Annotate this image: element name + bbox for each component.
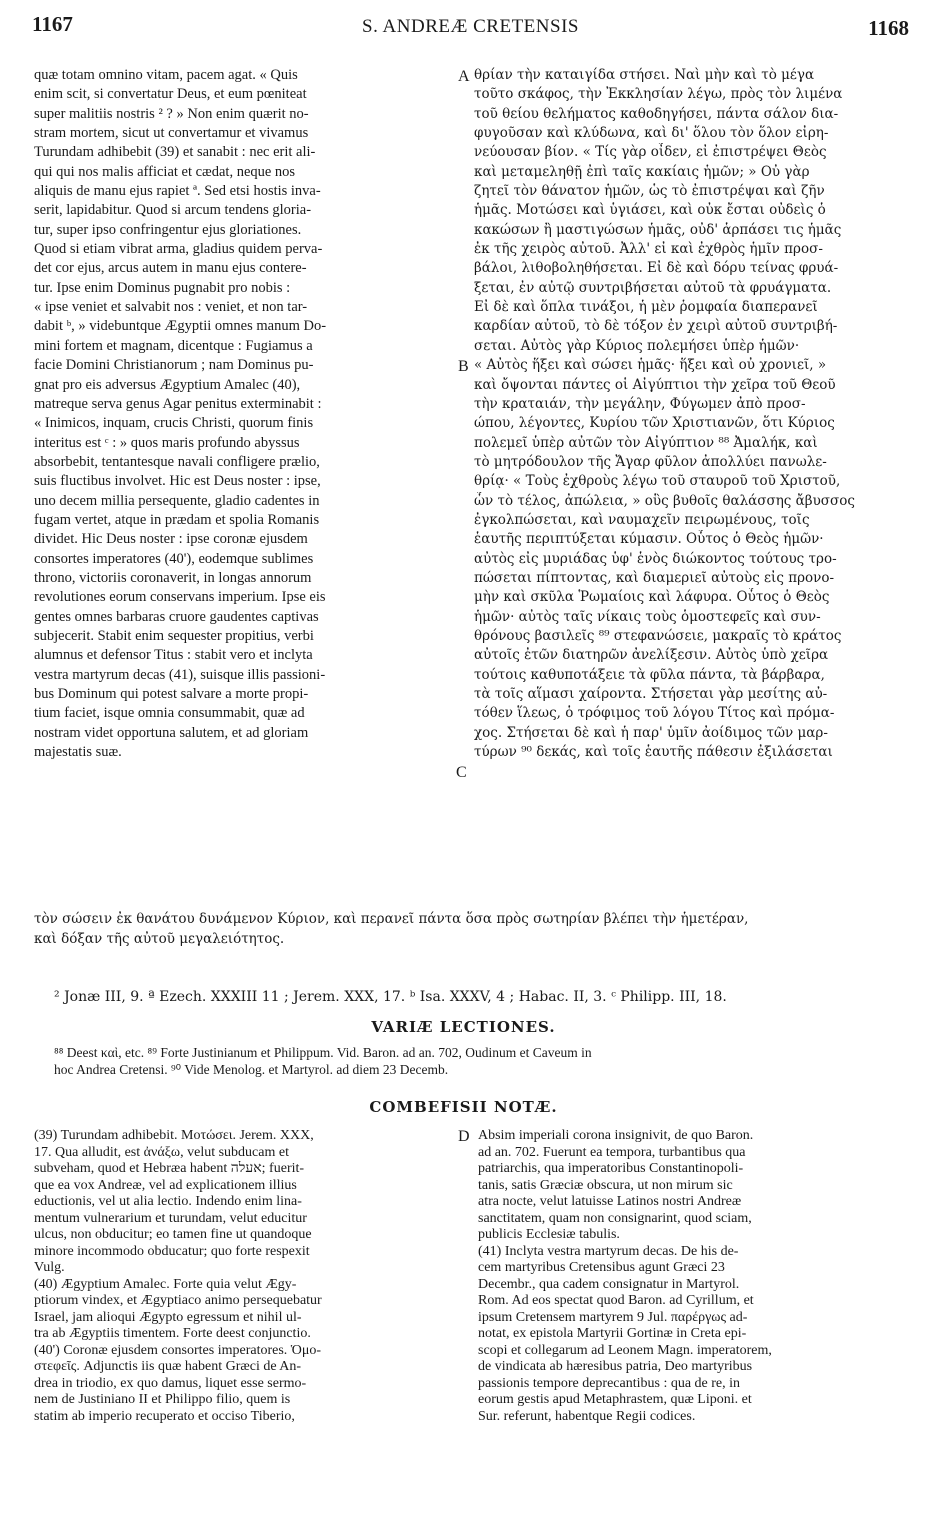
greek-text-line: ἐκ τῆς χειρὸς αὐτοῦ. Ἀλλ' εἰ καὶ ἐχθρὸς ἡμῖν προσ- (474, 241, 823, 258)
greek-text-line: τοῦτο σκάφος, τὴν Ἐκκλησίαν λέγω, πρὸς τὸν λιμένα (474, 86, 843, 103)
greek-text-line: καὶ ὄψονται πάντες οἱ Αἰγύπτιοι τὴν χεῖρα τοῦ Θεοῦ (474, 376, 836, 393)
greek-full-width-text (34, 910, 914, 949)
note-line: sanctitatem, quam non consignarint, quod sciam, (478, 1210, 752, 1226)
greek-text-line: ἡμῶν· αὐτὸς ταῖς νίκαις τοὺς ὁμοστεφεῖς καὶ συν- (474, 608, 821, 625)
note-line: eductionis, vel ut alia lectio. Indendo enim lina- (34, 1194, 302, 1209)
note-line: publicis Ecclesiæ tabulis. (478, 1227, 620, 1242)
margin-letter-b: B (458, 358, 469, 375)
latin-text-line: revolutiones eorum conservans imperium. Ipse eis (34, 589, 326, 606)
greek-text-line: τόθεν ἵλεως, ὁ τρόφιμος τοῦ λόγου Τίτος καὶ πρόμα- (474, 705, 835, 722)
note-line: minore incommodo obducatur; quo forte respexit (34, 1243, 310, 1259)
note-line: tra ab Ægyptiis timentem. Forte deest conjunctio. (34, 1326, 311, 1341)
greek-text-line: ἑαυτῆς περιπτύξεται κύμασιν. Οὗτος ὁ Θεὸς ἡμῶν· (474, 531, 824, 548)
latin-text-line: gentes omnes barbaras cruore gaudentes captivas (34, 608, 319, 625)
latin-text-line: mini fortem et magnam, dicentque : Fugiamus a (34, 337, 313, 354)
greek-text-line: φυγοῦσαν καὶ κλύδωνα, καὶ δι' ὅλου τὸν ὅλον εἰρη- (474, 125, 829, 142)
notes-right-column (478, 1128, 914, 1425)
margin-letter-d: D (458, 1128, 470, 1145)
latin-text-line: interitus est ᶜ : » quos maris profundo abyssus (34, 434, 300, 451)
latin-text-line: vestra martyrum decas (41), suisque illis passioni- (34, 666, 326, 683)
greek-text-line: μὴν καὶ σκῦλα Ῥωμαίοις καὶ λάφυρα. Οὗτος ὁ Θεὸς (474, 589, 830, 606)
page-number-left: 1167 (32, 12, 73, 36)
greek-text-line: βάλοι, λιθοβοληθήσεται. Εἰ δὲ καὶ δόρυ τείνας φρυά- (474, 260, 839, 277)
note-line: patriarchis, qua imperatoribus Constantinopoli- (478, 1161, 744, 1176)
notes-left-column (34, 1128, 452, 1425)
scripture-references: ² Jonæ III, 9. ª Ezech. XXXIII 11 ; Jerem. XXX, 17. ᵇ Isa. XXXV, 4 ; Habac. II, 3. ᶜ Philipp. III, 18. (54, 989, 727, 1005)
latin-text-line: alumnus et defensor Titus : stabit vero et inclyta (34, 647, 313, 664)
note-line: mentum vulnerarium et turundam, velut educitur (34, 1210, 307, 1226)
greek-full-text-line: τὸν σώσειν ἐκ θανάτου δυνάμενον Κύριον, καὶ περανεῖ πάντα ὅσα πρὸς σωτηρίαν βλέπει τὴν ἡμετέραν, (34, 911, 749, 927)
greek-text-line: αὐτοῖς ἐτῶν διατηρῶν ἀνελίξεσιν. Αὐτὸς ὑπὸ χεῖρα (474, 647, 829, 664)
note-line: nem de Justiniano II et Philippo filio, quem is (34, 1392, 291, 1407)
note-line: subveham, quod et Hebræa habent אעלה; fuerit- (34, 1161, 305, 1176)
greek-text-line: τοῦ θείου θελήματος καθοδηγήσει, πάντα σάλον δια- (474, 105, 839, 122)
latin-text-line: « Inimicos, inquam, crucis Christi, quorum finis (34, 415, 314, 432)
combefisii-notae-heading: COMBEFISII NOTÆ. (369, 1098, 558, 1116)
note-line: cem martyribus Cretensibus agunt Græci 23 (478, 1260, 725, 1275)
note-line: que ea vox Andreæ, vel ad explicationem illius (34, 1177, 297, 1193)
note-line: atra nocte, velut latuisse Latinos nostri Andreæ (478, 1194, 742, 1209)
latin-text-line: enim scit, si convertatur Deus, et eum pœniteat (34, 86, 307, 103)
note-line: (40') Coronæ ejusdem consortes imperatores. Ὁμο- (34, 1342, 322, 1358)
latin-text-line: det cor ejus, arcus autem in manu ejus contere- (34, 260, 307, 277)
note-line: notat, ex epistola Martyrii Gortinæ in Creta epi- (478, 1326, 747, 1341)
latin-text-line: tur, super ipso confringentur ejus gloriationes. (34, 221, 302, 238)
running-title: S. ANDREÆ CRETENSIS (362, 16, 579, 37)
note-line: Israel, jam alioqui Ægypto egressum et nihil ul- (34, 1309, 302, 1325)
note-line: scopi et collegarum ad Leonem Magn. imperatorem, (478, 1342, 772, 1358)
note-line: statim ab imperio recuperato et occiso Tiberio, (34, 1408, 295, 1424)
page-number-right: 1168 (868, 16, 909, 40)
latin-text-line: nostram videt opportuna salutem, et ad gloriam (34, 724, 309, 741)
margin-letter-a: A (458, 68, 470, 85)
variae-line: hoc Andrea Cretensi. ⁹⁰ Vide Menolog. et Martyrol. ad diem 23 Decemb. (54, 1062, 449, 1077)
latin-text-line: Turundam adhibebit (39) et sanabit : nec erit ali- (34, 144, 316, 161)
latin-text-line: serit, lapidabitur. Quod si arcum tendens gloria- (34, 202, 312, 219)
greek-text-line: Εἰ δὲ καὶ ὅπλα τινάξοι, ἡ μὲν ῥομφαία διαπερανεῖ (474, 299, 818, 316)
greek-text-line: θρόνους βασιλεῖς ⁸⁹ στεφανώσειε, μακραῖς τὸ κράτος (474, 627, 842, 644)
greek-text-line: καὶ μεταμεληθῇ ἐπὶ ταῖς κακίαις ἡμῶν; » Οὐ γὰρ (474, 163, 810, 180)
greek-text-line: χος. Στήσεται δὲ καὶ ἡ παρ' ὑμῖν ἀοίδιμος τῶν μαρ- (474, 724, 828, 741)
note-line: ptiorum vindex, et Ægyptiaco animo persequebatur (34, 1293, 322, 1308)
latin-text-line: throno, victoriis coronaverit, in longas annorum (34, 569, 312, 586)
greek-text-line: ἡμᾶς. Μοτώσει καὶ ὑγιάσει, καὶ οὐκ ἔσται οὐδεὶς ὁ (474, 202, 826, 219)
greek-text-line: ξεται, ἐν αὐτῷ συντριβήσεται αὐτοῦ τὰ φρυάγματα. (474, 279, 832, 296)
greek-text-line: θρίαν τὴν καταιγίδα στήσει. Ναὶ μὴν καὶ τὸ μέγα (474, 67, 815, 83)
latin-text-line: qui qui nos malis afficiat et cædat, neque nos (34, 163, 296, 180)
page-header (32, 12, 909, 42)
latin-text-column (34, 66, 452, 762)
greek-text-line: ώπου, λέγοντες, Κυρίου τῶν Χριστιανῶν, ὅτι Κύριος (474, 415, 835, 432)
note-line: ad an. 702. Fuerunt ea tempora, turbantibus qua (478, 1144, 746, 1160)
latin-text-line: « ipse veniet et salvabit nos : veniet, et non tar- (34, 299, 308, 316)
latin-text-line: tur. Ipse enim Dominus pugnabit pro nobis : (34, 279, 291, 296)
greek-full-text-line: καὶ δόξαν τῆς αὐτοῦ μεγαλειότητος. (34, 930, 285, 947)
latin-text-line: aliquis de manu ejus rapiet ª. Sed etsi hostis inva- (34, 183, 321, 200)
latin-text-line: dividet. Hic Deus noster : ipse coronæ ejusdem (34, 531, 308, 548)
latin-text-line: fugam vertet, atque in prædam et spolia Romanis (34, 511, 320, 528)
note-line: Absim imperiali corona insignivit, de quo Baron. (478, 1128, 754, 1143)
greek-text-line: πολεμεῖ ὑπὲρ αὐτῶν τὸν Αἰγύπτιον ⁸⁸ Ἀμαλήκ, καὶ (474, 434, 818, 451)
latin-text-line: consortes imperatores (40'), eodemque sublimes (34, 550, 314, 567)
greek-text-column (474, 66, 912, 762)
variae-lectiones-text (54, 1044, 914, 1078)
latin-text-line: subjecerit. Stabit enim sequester propitius, verbi (34, 627, 314, 644)
latin-text-line: bus Dominum qui potest salvare a morte propi- (34, 686, 309, 702)
note-line: ipsum Cretensem martyrem 9 Jul. παρέργως ad- (478, 1309, 748, 1325)
greek-text-line: τύρων ⁹⁰ δεκάς, καὶ τοῖς ἑαυτῆς πάθεσιν ἐξιλάσεται (474, 744, 833, 761)
greek-text-line: σεται. Αὐτὸς γὰρ Κύριος πολεμήσει ὑπὲρ ἡμῶν· (474, 337, 800, 354)
latin-text-line: Quod si etiam vibrat arma, gladius quidem perva- (34, 241, 323, 258)
variae-lectiones-heading: VARIÆ LECTIONES. (371, 1018, 556, 1036)
greek-text-line: θρίᾳ· « Τοὺς ἐχθροὺς λέγω τοῦ σταυροῦ τοῦ Χριστοῦ, (474, 473, 841, 490)
greek-text-line: νεύουσαν βίον. « Τίς γὰρ οἶδεν, εἰ ἐπιστρέψει Θεὸς (474, 144, 827, 161)
latin-text-line: super malitiis nostris ² ? » Non enim quærit no- (34, 105, 309, 122)
greek-text-line: καρδίαν αὐτοῦ, τὸ δὲ τόξον ἐν χειρὶ αὐτοῦ συντριβή- (474, 318, 838, 335)
latin-text-line: uno decem millia persequente, gladio cadentes in (34, 492, 320, 509)
latin-text-line: facie Domini Christianorum ; nam Dominus pu- (34, 357, 314, 374)
greek-text-line: τὴν κραταιάν, τὴν μεγάλην, Φύγωμεν ἀπὸ προσ- (474, 395, 806, 412)
greek-text-line: τούτοις καθυποτάξειε τὰ φῦλα πάντα, τὰ βάρβαρα, (474, 666, 825, 683)
note-line: Rom. Ad eos spectat quod Baron. ad Cyrillum, et (478, 1293, 754, 1308)
latin-text-line: quæ totam omnino vitam, pacem agat. « Quis (34, 67, 298, 83)
note-line: passionis tempore deprecantibus : qua de re, in (478, 1375, 741, 1391)
greek-text-line: ζητεῖ τὸν θάνατον ἡμῶν, ὡς τὸ ἐπιστρέψαι καὶ ζῆν (474, 183, 825, 200)
greek-text-line: ἐγκολπώσεται, καὶ ναυμαχεῖν πειρωμένους, τοῖς (474, 511, 810, 528)
greek-text-line: κακώσων ἢ μαστιγώσων ἡμᾶς, οὐδ' ἁρπάσει τις ἡμᾶς (474, 221, 842, 238)
greek-text-line: πώσεται πίπτοντας, καὶ διαμεριεῖ αὐτοὺς εἰς προνο- (474, 569, 835, 586)
note-line: Decembr., qua cadem consignatur in Martyrol. (478, 1276, 740, 1292)
greek-text-line: ὧν τὸ τέλος, ἀπώλεια, » οὓς βυθοῖς θαλάσσης ἄβυσσος (474, 492, 855, 509)
latin-text-line: tium faciet, isque omnia consummabit, quæ ad (34, 705, 305, 722)
note-line: 17. Qua alludit, est ἀνάξω, velut subducam et (34, 1144, 289, 1160)
greek-text-line: « Αὐτὸς ἥξει καὶ σώσει ἡμᾶς· ἥξει καὶ οὐ χρονιεῖ, » (474, 357, 827, 374)
latin-text-line: majestatis suæ. (34, 744, 122, 761)
note-line: (39) Turundam adhibebit. Μοτώσει. Jerem. XXX, (34, 1128, 314, 1143)
latin-text-line: suis fluctibus involvet. Hic est Deus noster : ipse, (34, 473, 321, 490)
note-line: tanis, satis Græciæ obscura, ut non mirum sic (478, 1177, 733, 1193)
note-line: Sur. referunt, habentque Regii codices. (478, 1408, 696, 1424)
greek-text-line: αὐτὸς εἰς μυριάδας ὑφ' ἑνὸς διώκοντος τούτους τρο- (474, 550, 837, 567)
latin-text-line: absorbebit, tentantesque navali confligere prælio, (34, 453, 320, 470)
note-line: ulcus, non obducitur; eo tamen fine ut quandoque (34, 1227, 312, 1242)
note-line: de vindicata ab hæresibus patria, Deo martyribus (478, 1359, 753, 1374)
variae-line: ⁸⁸ Deest καὶ, etc. ⁸⁹ Forte Justinianum et Philippum. Vid. Baron. ad an. 702, Oudinum et Caveum in (54, 1045, 592, 1060)
note-line: (41) Inclyta vestra martyrum decas. De his de- (478, 1243, 739, 1259)
latin-text-line: gnat pro eis adversus Ægyptium Amalec (40), (34, 376, 301, 393)
margin-letter-c: C (456, 764, 467, 781)
latin-text-line: matreque serva genus Agar penitus exterminabit : (34, 395, 322, 412)
greek-text-line: τὰ τοῖς αἵμασι χαίροντα. Στήσεται γὰρ μεσίτης αὐ- (474, 686, 828, 702)
note-line: drea in triodio, ex quo damus, liquet esse sermo- (34, 1375, 307, 1391)
greek-text-line: τὸ μητρόδουλον τῆς Ἄγαρ φῦλον ἀπολλύει πανωλε- (474, 453, 827, 470)
note-line: Vulg. (34, 1260, 65, 1275)
note-line: eorum gestis apud Metaphrastem, quæ Liponi. et (478, 1392, 752, 1407)
latin-text-line: dabit ᵇ, » videbuntque Ægyptii omnes manum Do- (34, 318, 327, 335)
latin-text-line: stram mortem, sicut ut convertamur et vivamus (34, 125, 309, 142)
note-line: (40) Ægyptium Amalec. Forte quia velut Ægy- (34, 1276, 297, 1292)
note-line: στεφεῖς. Adjunctis iis quæ habent Græci de An- (34, 1359, 302, 1374)
